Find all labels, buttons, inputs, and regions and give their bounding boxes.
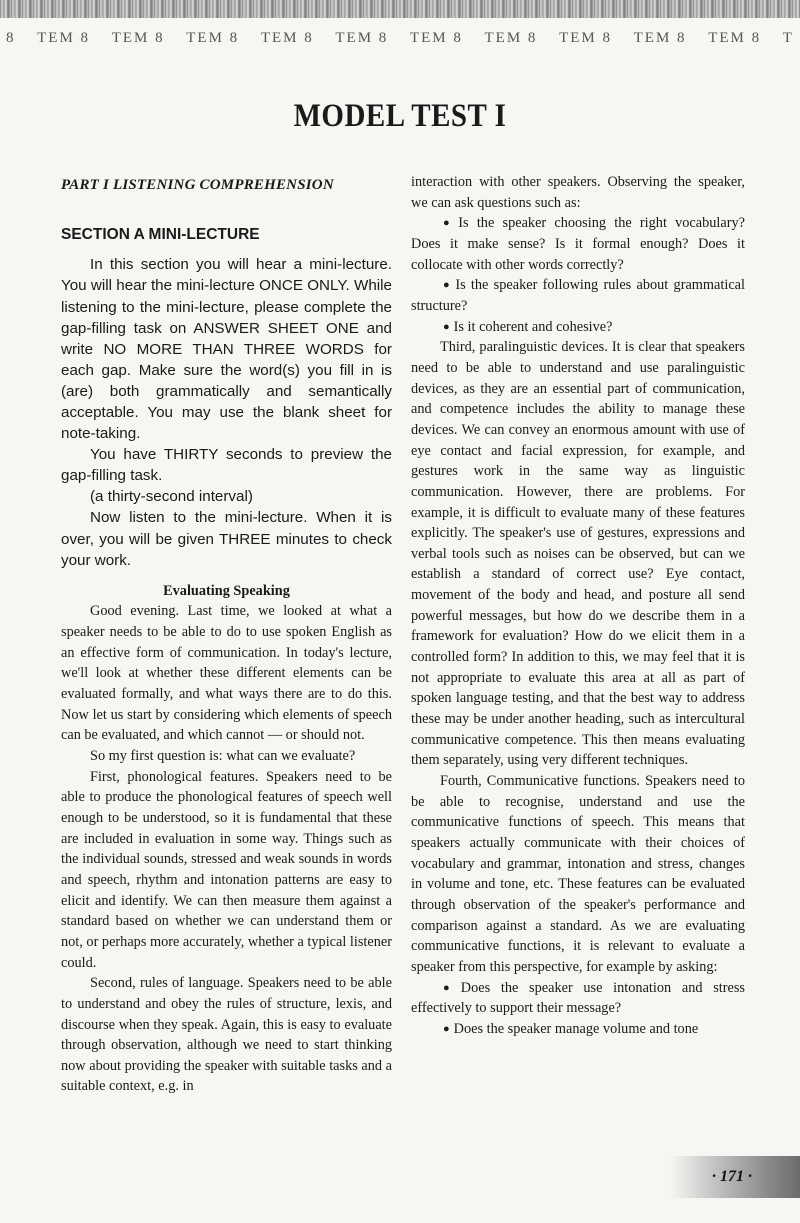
right-column bbox=[411, 172, 745, 1040]
lecture-paragraph: Third, paralinguistic devices. It is clear that speakers need to be able to understand and use paralinguistic devices, as they are an essential part of communication, and competence includes the ability to manage these devices. We can convey an enormous amount with use of eye contact and facial expression, for example, and gestures work in the same way as linguistic communication. However, there are problems. For example, it is difficult to evaluate many of these features explicitly. The speaker's use of gestures, expressions and verbal tools such as noises can be observed, but can we establish a standard of correct use? Eye contact, movement of the body and head, and posture all send powerful messages, but how do we describe them in a framework for evaluation? How do we elicit them in a controlled form? In addition to this, we may feel that it is not appropriate to evaluate this area at all as part of spoken language testing, and that the best way to address these may be under another heading, such as intercultural communicative competence. This then means evaluating them separately, using very different techniques. bbox=[411, 339, 745, 769]
header-label: TEM 8 bbox=[335, 29, 389, 46]
header-edge-right: T bbox=[782, 29, 794, 46]
lecture-paragraph: Good evening. Last time, we looked at what a speaker needs to be able to do to use spoken English as an effective form of communication. In today's lecture, we'll look at whether these different elements can be evaluated formally, and what ways there are to do this. Now let us start by considering which elements of speech can be evaluated, and which cannot — or should not. bbox=[61, 603, 392, 744]
lecture-paragraph: Second, rules of language. Speakers need to be able to understand and obey the rules of structure, lexis, and discourse when they speak. Again, this is easy to evaluate through observation, although we need to start thinking now about providing the speaker with suitable tasks and a suitable context, e.g. in bbox=[61, 975, 392, 1095]
bullet-item: ● Does the speaker manage volume and tone bbox=[443, 1020, 699, 1037]
header-label: TEM 8 bbox=[484, 29, 538, 46]
left-column bbox=[61, 172, 392, 1097]
bullet-icon: ● bbox=[443, 217, 455, 230]
header-label: TEM 8 bbox=[633, 29, 687, 46]
lecture-title: Evaluating Speaking bbox=[163, 582, 290, 599]
instruction-paragraph: Now listen to the mini-lecture. When it is over, you will be given THREE minutes to check your work. bbox=[61, 509, 392, 569]
page-title: MODEL TEST I bbox=[293, 98, 507, 134]
bullet-item: ● Is it coherent and cohesive? bbox=[443, 318, 613, 335]
instruction-paragraph: You have THIRTY seconds to preview the gap-filling task. bbox=[61, 446, 392, 485]
page-number: · 171 · bbox=[670, 1156, 800, 1198]
bullet-icon: ● bbox=[443, 320, 450, 333]
header-label: TEM 8 bbox=[708, 29, 762, 46]
bullet-icon: ● bbox=[443, 981, 457, 994]
bullet-item: ● Is the speaker following rules about grammatical structure? bbox=[411, 277, 745, 314]
header-label: TEM 8 bbox=[111, 29, 165, 46]
header-label: TEM 8 bbox=[409, 29, 463, 46]
instruction-interval: (a thirty-second interval) bbox=[90, 488, 253, 506]
lecture-paragraph: Fourth, Communicative functions. Speakers need to be able to recognise, understand and use the communicative functions of speech. This means that speakers actually communicate with their choices of vocabulary and grammar, intonation and stress, changes in volume and tone, etc. These features can be evaluated through observation of the speaker's performance and comparison against a standard. As we are evaluating communicative functions, it is relevant to evaluate a speaker from this perspective, for example by asking: bbox=[411, 773, 745, 975]
instruction-paragraph: In this section you will hear a mini-lecture. You will hear the mini-lecture ONCE ONLY. While listening to the mini-lecture, please complete the gap-filling task on ANSWER SHEET ONE and write NO MORE THAN THREE WORDS for each gap. Make sure the word(s) you fill in is (are) both grammatically and semantically acceptable. You may use the blank sheet for note-taking. bbox=[61, 256, 392, 443]
header-label: TEM 8 bbox=[186, 29, 240, 46]
header-label: TEM 8 bbox=[37, 29, 91, 46]
lecture-paragraph: interaction with other speakers. Observing the speaker, we can ask questions such as: bbox=[411, 174, 745, 211]
header-label: TEM 8 bbox=[559, 29, 612, 46]
bullet-item: ● Is the speaker choosing the right vocabulary? Does it make sense? Is it formal enough? Does it collocate with other words correctly? bbox=[411, 215, 745, 273]
bullet-icon: ● bbox=[443, 279, 452, 292]
part-heading: PART I LISTENING COMPREHENSION bbox=[61, 177, 334, 193]
section-heading: SECTION A MINI-LECTURE bbox=[61, 225, 260, 243]
header-edge-left: 8 bbox=[6, 29, 16, 46]
running-header bbox=[0, 26, 800, 50]
lecture-paragraph: So my first question is: what can we evaluate? bbox=[90, 747, 356, 764]
bullet-icon: ● bbox=[443, 1022, 450, 1035]
bullet-item: ● Does the speaker use intonation and stress effectively to support their message? bbox=[411, 979, 745, 1017]
lecture-paragraph: First, phonological features. Speakers need to be able to produce the phonological features of speech well enough to be understood, so it is fundamental that these are included in evaluation in some way. Things such as the individual sounds, stressed and weak sounds in words and speech, rhythm and intonation patterns are easy to elicit and identify. We can then measure them against a standard based on whether we can understand them or not, or perhaps more accurately, whether a typical listener could. bbox=[61, 768, 392, 971]
scan-top-band bbox=[0, 0, 800, 18]
header-label: TEM 8 bbox=[260, 29, 314, 46]
